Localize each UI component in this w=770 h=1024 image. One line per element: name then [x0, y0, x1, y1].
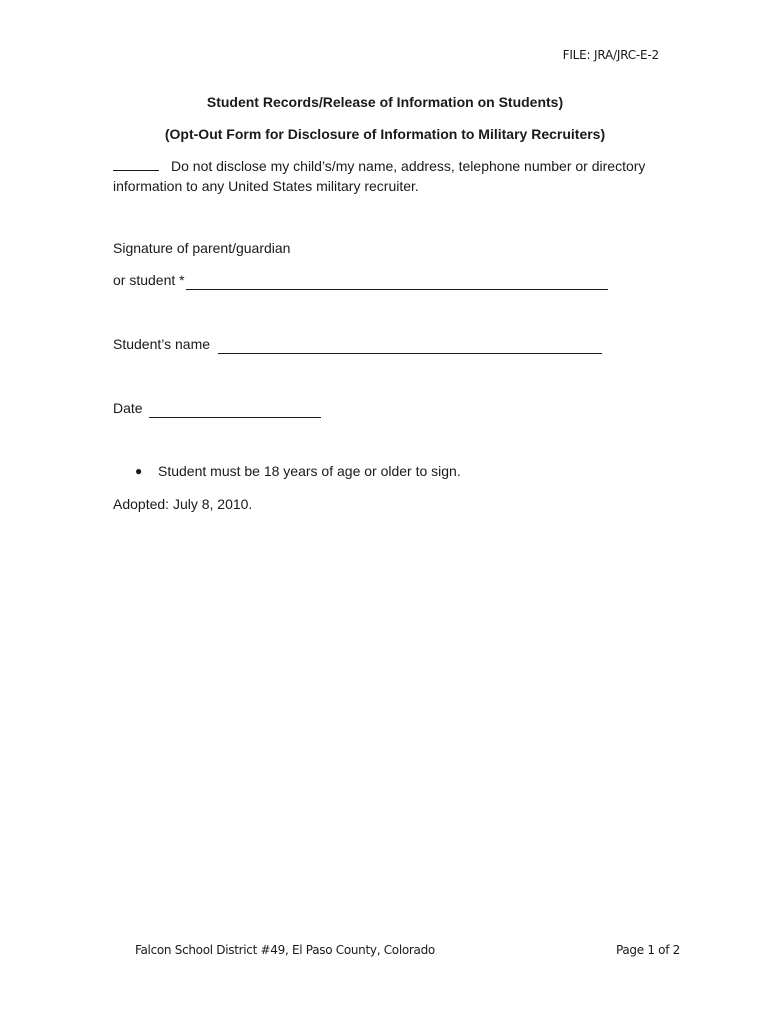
- adopted-date: Adopted: July 8, 2010.: [113, 496, 253, 512]
- date-field[interactable]: [149, 403, 321, 418]
- student-name-field[interactable]: [218, 339, 602, 354]
- signature-line-label: or student *: [113, 272, 185, 288]
- bullet-note: [135, 461, 461, 481]
- footer-page-number: Page 1 of 2: [615, 943, 680, 957]
- student-name-row: [113, 334, 602, 354]
- file-reference: FILE: JRA/JRC-E-2: [562, 48, 659, 62]
- optout-text-line1: Do not disclose my child’s/my name, address, telephone number or directory: [171, 158, 646, 174]
- student-name-label: Student’s name: [113, 336, 211, 352]
- signature-row: [113, 270, 608, 290]
- form-subtitle: (Opt-Out Form for Disclosure of Information to Military Recruiters): [164, 126, 606, 142]
- bullet-icon: ●: [135, 464, 143, 478]
- footer-district: Falcon School District #49, El Paso County, Colorado: [135, 943, 435, 957]
- bullet-note-text: Student must be 18 years of age or older to sign.: [158, 463, 461, 479]
- signature-label: Signature of parent/guardian: [113, 240, 291, 256]
- optout-text-line2: information to any United States military recruiter.: [113, 178, 419, 194]
- form-title: Student Records/Release of Information on Students): [206, 94, 564, 110]
- date-label: Date: [113, 400, 143, 416]
- optout-statement: [113, 156, 663, 196]
- date-row: [113, 398, 321, 418]
- optout-checkbox-blank[interactable]: [113, 158, 159, 171]
- signature-field[interactable]: [186, 275, 608, 290]
